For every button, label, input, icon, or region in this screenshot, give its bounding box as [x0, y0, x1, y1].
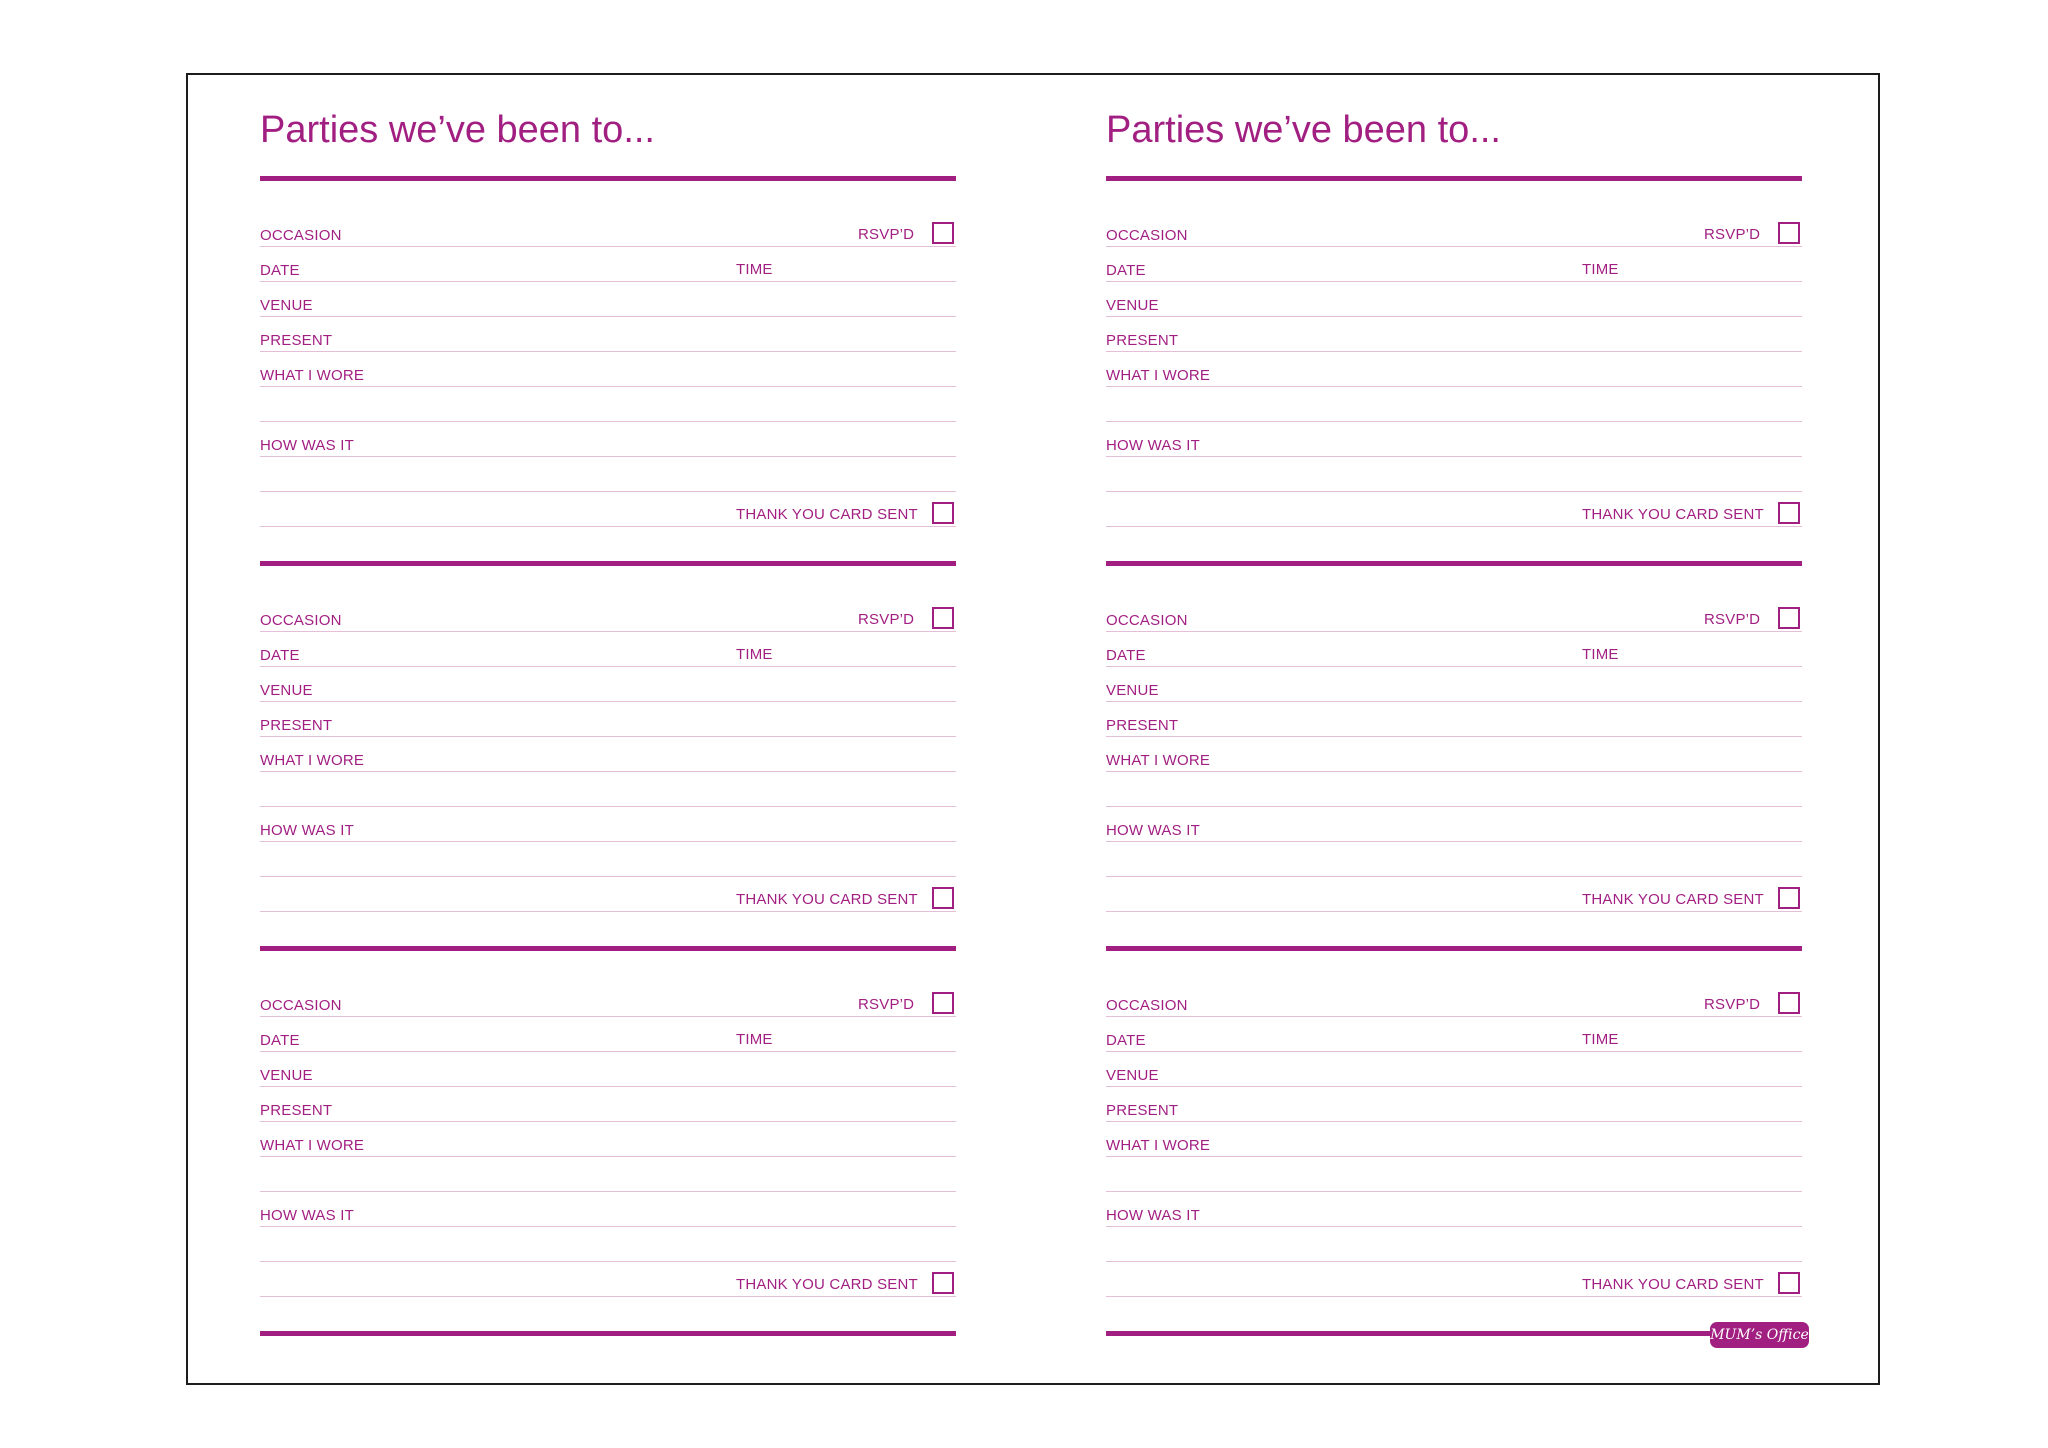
write-line[interactable] — [1106, 281, 1802, 282]
write-line[interactable] — [260, 456, 956, 457]
how-was-it-label: HOW WAS IT — [260, 822, 354, 839]
thank-you-card-label: THANK YOU CARD SENT — [736, 891, 918, 908]
party-entry — [260, 176, 956, 561]
write-line[interactable] — [1106, 1156, 1802, 1157]
write-line[interactable] — [260, 1121, 956, 1122]
venue-label: VENUE — [1106, 1067, 1159, 1084]
write-line[interactable] — [260, 491, 956, 492]
venue-label: VENUE — [260, 1067, 313, 1084]
write-line[interactable] — [1106, 1296, 1802, 1297]
date-label: DATE — [1106, 1032, 1146, 1049]
occasion-label: OCCASION — [1106, 612, 1188, 629]
time-label: TIME — [1582, 646, 1619, 663]
how-was-it-label: HOW WAS IT — [1106, 437, 1200, 454]
venue-label: VENUE — [260, 682, 313, 699]
write-line[interactable] — [260, 351, 956, 352]
write-line[interactable] — [1106, 1016, 1802, 1017]
thank-you-card-label: THANK YOU CARD SENT — [736, 1276, 918, 1293]
write-line[interactable] — [1106, 351, 1802, 352]
planner-spread — [186, 73, 1880, 1385]
what-i-wore-label: WHAT I WORE — [260, 367, 365, 384]
rsvp-checkbox[interactable] — [932, 222, 954, 244]
write-line[interactable] — [260, 421, 956, 422]
write-line[interactable] — [1106, 1261, 1802, 1262]
write-line[interactable] — [260, 841, 956, 842]
thank-you-card-label: THANK YOU CARD SENT — [736, 506, 918, 523]
date-label: DATE — [260, 647, 300, 664]
rsvp-checkbox[interactable] — [1778, 992, 1800, 1014]
rsvp-label: RSVP’D — [1704, 611, 1761, 628]
write-line[interactable] — [1106, 911, 1802, 912]
occasion-label: OCCASION — [1106, 227, 1188, 244]
write-line[interactable] — [260, 1226, 956, 1227]
page-title: Parties we’ve been to... — [1106, 109, 1501, 151]
time-label: TIME — [736, 646, 773, 663]
write-line[interactable] — [260, 1016, 956, 1017]
write-line[interactable] — [1106, 666, 1802, 667]
date-label: DATE — [260, 1032, 300, 1049]
how-was-it-label: HOW WAS IT — [1106, 1207, 1200, 1224]
how-was-it-label: HOW WAS IT — [260, 437, 354, 454]
thank-you-card-checkbox[interactable] — [1778, 887, 1800, 909]
rsvp-checkbox[interactable] — [932, 992, 954, 1014]
write-line[interactable] — [1106, 806, 1802, 807]
section-rule — [1106, 1331, 1802, 1336]
thank-you-card-label: THANK YOU CARD SENT — [1582, 506, 1764, 523]
write-line[interactable] — [260, 1086, 956, 1087]
party-entry — [260, 946, 956, 1331]
write-line[interactable] — [1106, 736, 1802, 737]
thank-you-card-checkbox[interactable] — [932, 887, 954, 909]
present-label: PRESENT — [1106, 717, 1179, 734]
write-line[interactable] — [1106, 456, 1802, 457]
write-line[interactable] — [1106, 246, 1802, 247]
write-line[interactable] — [1106, 1226, 1802, 1227]
how-was-it-label: HOW WAS IT — [1106, 822, 1200, 839]
occasion-label: OCCASION — [260, 612, 342, 629]
write-line[interactable] — [260, 806, 956, 807]
write-line[interactable] — [1106, 1191, 1802, 1192]
rsvp-label: RSVP’D — [858, 611, 915, 628]
present-label: PRESENT — [1106, 1102, 1179, 1119]
time-label: TIME — [1582, 1031, 1619, 1048]
write-line[interactable] — [1106, 631, 1802, 632]
brand-logo: MUM’s Office — [1710, 1322, 1809, 1348]
what-i-wore-label: WHAT I WORE — [260, 1137, 365, 1154]
write-line[interactable] — [260, 316, 956, 317]
how-was-it-label: HOW WAS IT — [260, 1207, 354, 1224]
thank-you-card-checkbox[interactable] — [932, 502, 954, 524]
write-line[interactable] — [1106, 701, 1802, 702]
rsvp-label: RSVP’D — [1704, 996, 1761, 1013]
rsvp-label: RSVP’D — [858, 996, 915, 1013]
rsvp-checkbox[interactable] — [932, 607, 954, 629]
write-line[interactable] — [260, 1191, 956, 1192]
write-line[interactable] — [1106, 876, 1802, 877]
write-line[interactable] — [1106, 386, 1802, 387]
write-line[interactable] — [1106, 1121, 1802, 1122]
thank-you-card-checkbox[interactable] — [932, 1272, 954, 1294]
write-line[interactable] — [1106, 316, 1802, 317]
time-label: TIME — [736, 261, 773, 278]
write-line[interactable] — [1106, 841, 1802, 842]
thank-you-card-label: THANK YOU CARD SENT — [1582, 891, 1764, 908]
write-line[interactable] — [1106, 1086, 1802, 1087]
party-entry — [1106, 176, 1802, 561]
venue-label: VENUE — [260, 297, 313, 314]
occasion-label: OCCASION — [1106, 997, 1188, 1014]
write-line[interactable] — [260, 701, 956, 702]
date-label: DATE — [1106, 647, 1146, 664]
write-line[interactable] — [260, 526, 956, 527]
write-line[interactable] — [260, 771, 956, 772]
thank-you-card-checkbox[interactable] — [1778, 502, 1800, 524]
what-i-wore-label: WHAT I WORE — [1106, 752, 1211, 769]
page-title: Parties we’ve been to... — [260, 109, 655, 151]
rsvp-label: RSVP’D — [1704, 226, 1761, 243]
present-label: PRESENT — [260, 1102, 333, 1119]
thank-you-card-label: THANK YOU CARD SENT — [1582, 1276, 1764, 1293]
write-line[interactable] — [1106, 526, 1802, 527]
write-line[interactable] — [260, 631, 956, 632]
time-label: TIME — [1582, 261, 1619, 278]
date-label: DATE — [260, 262, 300, 279]
write-line[interactable] — [260, 386, 956, 387]
write-line[interactable] — [260, 1296, 956, 1297]
venue-label: VENUE — [1106, 297, 1159, 314]
what-i-wore-label: WHAT I WORE — [260, 752, 365, 769]
section-rule — [260, 1331, 956, 1336]
present-label: PRESENT — [260, 717, 333, 734]
write-line[interactable] — [1106, 421, 1802, 422]
rsvp-checkbox[interactable] — [1778, 607, 1800, 629]
write-line[interactable] — [260, 911, 956, 912]
rsvp-checkbox[interactable] — [1778, 222, 1800, 244]
write-line[interactable] — [260, 1051, 956, 1052]
party-entry — [1106, 946, 1802, 1331]
write-line[interactable] — [260, 246, 956, 247]
date-label: DATE — [1106, 262, 1146, 279]
time-label: TIME — [736, 1031, 773, 1048]
rsvp-label: RSVP’D — [858, 226, 915, 243]
what-i-wore-label: WHAT I WORE — [1106, 367, 1211, 384]
write-line[interactable] — [260, 1156, 956, 1157]
occasion-label: OCCASION — [260, 997, 342, 1014]
write-line[interactable] — [260, 666, 956, 667]
present-label: PRESENT — [260, 332, 333, 349]
thank-you-card-checkbox[interactable] — [1778, 1272, 1800, 1294]
write-line[interactable] — [260, 1261, 956, 1262]
party-entry — [1106, 561, 1802, 946]
party-entry — [260, 561, 956, 946]
write-line[interactable] — [260, 281, 956, 282]
write-line[interactable] — [1106, 771, 1802, 772]
write-line[interactable] — [1106, 491, 1802, 492]
present-label: PRESENT — [1106, 332, 1179, 349]
write-line[interactable] — [260, 736, 956, 737]
write-line[interactable] — [260, 876, 956, 877]
occasion-label: OCCASION — [260, 227, 342, 244]
write-line[interactable] — [1106, 1051, 1802, 1052]
what-i-wore-label: WHAT I WORE — [1106, 1137, 1211, 1154]
venue-label: VENUE — [1106, 682, 1159, 699]
